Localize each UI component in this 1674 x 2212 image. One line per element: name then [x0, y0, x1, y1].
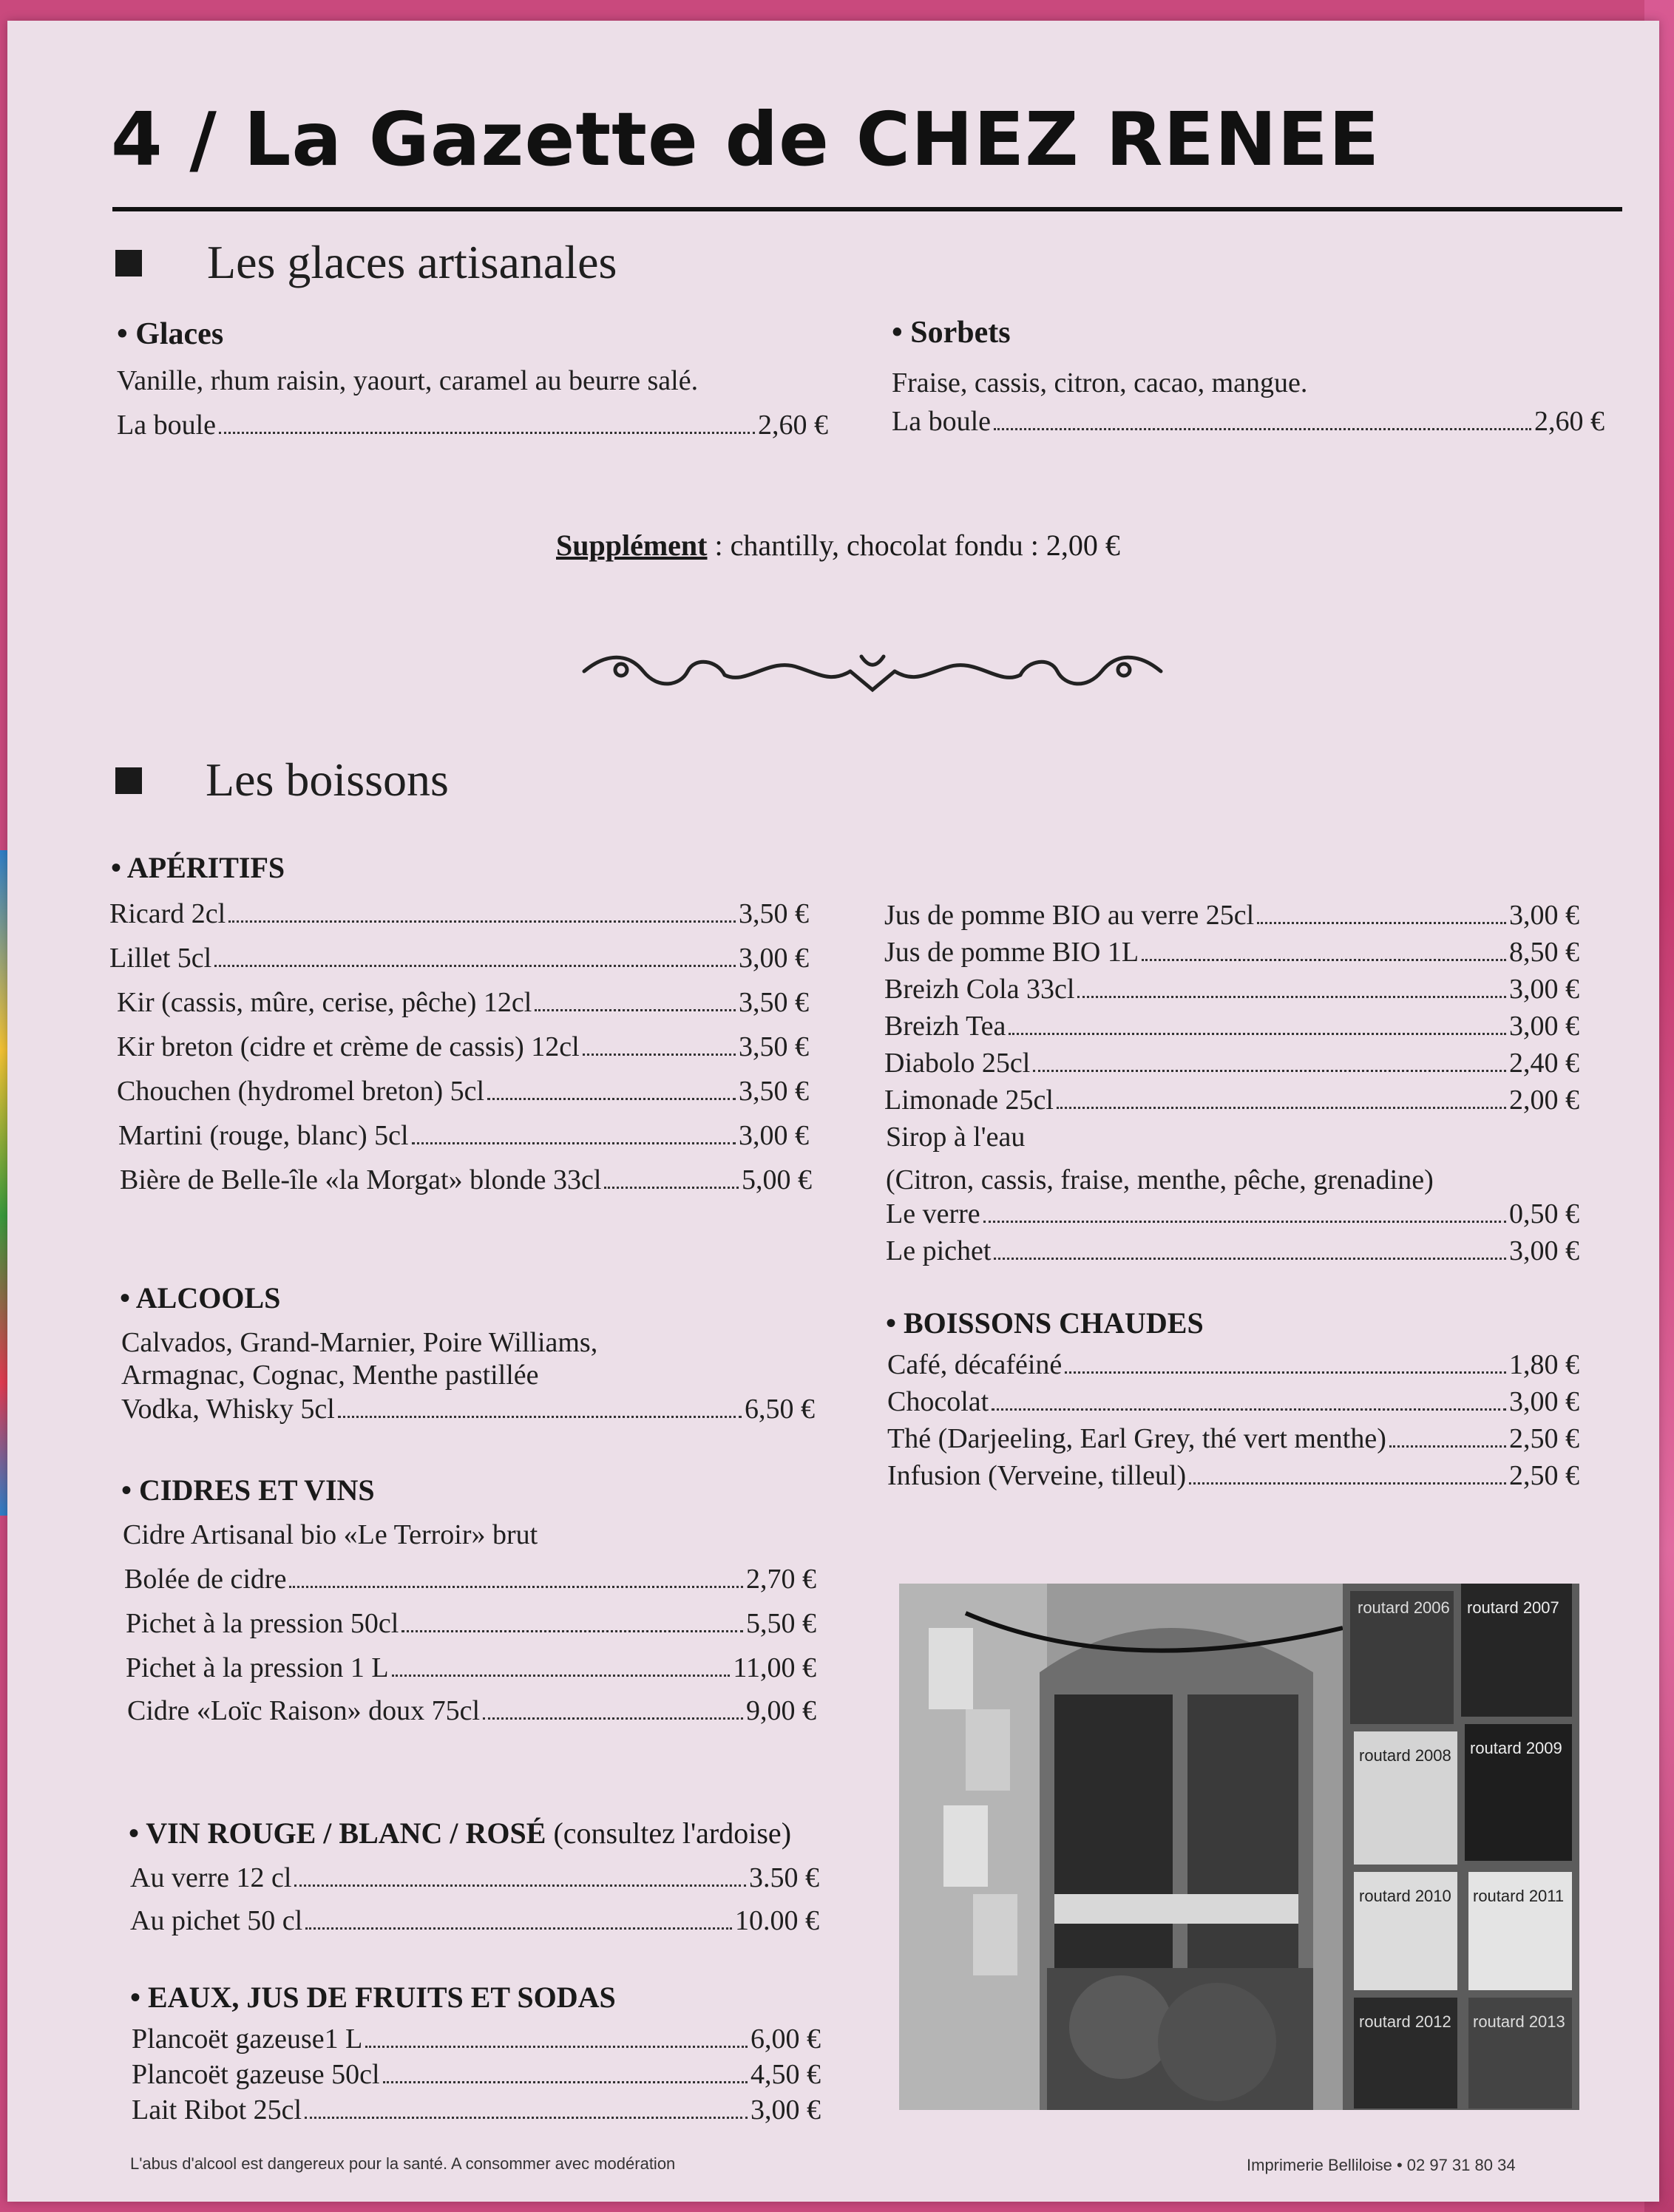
item-price: 3,00 € — [739, 1120, 809, 1151]
item-price: 2,00 € — [1509, 1085, 1579, 1116]
item-price: 3,00 € — [1509, 1235, 1579, 1266]
item-name: Limonade 25cl — [884, 1085, 1054, 1116]
supplement-line — [556, 528, 1120, 563]
list-item — [887, 1385, 1579, 1418]
poster-label: routard 2011 — [1473, 1887, 1565, 1905]
item-price: 3,50 € — [739, 1031, 809, 1062]
poster-label: routard 2007 — [1467, 1598, 1559, 1617]
leader-dots — [289, 1586, 743, 1588]
item-price: 2,70 € — [746, 1564, 816, 1595]
item-name: Pichet à la pression 50cl — [126, 1608, 399, 1639]
title-divider — [112, 207, 1622, 211]
poster-label: routard 2010 — [1359, 1887, 1451, 1905]
item-price: 2,50 € — [1509, 1460, 1579, 1491]
item-price: 3,50 € — [739, 898, 809, 929]
leader-dots — [305, 1927, 732, 1930]
storefront-photo — [899, 1584, 1579, 2110]
item-price: 3,00 € — [739, 943, 809, 974]
vins-heading-text: • VIN ROUGE / BLANC / ROSÉ — [129, 1816, 546, 1850]
item-name: Lillet 5cl — [109, 943, 212, 974]
list-item — [121, 1393, 815, 1425]
item-price: 2,60 € — [1534, 406, 1604, 437]
leader-dots — [583, 1054, 736, 1056]
item-name: Plancoët gazeuse1 L — [132, 2023, 363, 2055]
item-name: La boule — [117, 410, 217, 441]
list-item — [117, 986, 809, 1019]
item-name: Café, décaféiné — [887, 1349, 1063, 1380]
item-price: 2,60 € — [758, 410, 828, 441]
item-price: 3,00 € — [1509, 1386, 1579, 1417]
item-name: Chouchen (hydromel breton) 5cl — [117, 1076, 485, 1107]
leader-dots — [535, 1009, 736, 1011]
eaux-heading: • EAUX, JUS DE FRUITS ET SODAS — [130, 1981, 616, 2014]
menu-page — [7, 21, 1659, 2202]
sorbets-heading: • Sorbets — [892, 316, 1011, 350]
glaces-heading: • Glaces — [117, 317, 224, 351]
list-item — [130, 1862, 819, 1894]
item-name: Pichet à la pression 1 L — [126, 1652, 389, 1683]
leader-dots — [1077, 996, 1506, 998]
sorbets-price-row — [892, 405, 1604, 438]
footer-printer: Imprimerie Belliloise • 02 97 31 80 34 — [1247, 2156, 1516, 2174]
poster-label: routard 2012 — [1359, 2012, 1451, 2031]
leader-dots — [483, 1717, 743, 1720]
item-name: Plancoët gazeuse 50cl — [132, 2059, 380, 2090]
list-item — [887, 1348, 1579, 1381]
item-name: Bière de Belle-île «la Morgat» blonde 33cl — [120, 1164, 602, 1195]
glaces-price-row — [117, 409, 828, 441]
leader-dots — [214, 965, 736, 967]
list-item — [117, 1075, 809, 1107]
item-name: Le pichet — [886, 1235, 992, 1266]
item-price: 2,40 € — [1509, 1048, 1579, 1079]
section-bullet-icon — [115, 250, 142, 276]
list-item — [117, 1031, 809, 1063]
item-price: 9,00 € — [746, 1695, 816, 1726]
leader-dots — [1142, 959, 1506, 961]
leader-dots — [1033, 1070, 1506, 1072]
list-item — [109, 942, 809, 974]
poster-label: routard 2006 — [1358, 1598, 1450, 1617]
item-price: 4,50 € — [750, 2059, 821, 2090]
leader-dots — [994, 1258, 1506, 1260]
list-item — [884, 936, 1579, 968]
list-item — [887, 1459, 1579, 1492]
item-price: 1,80 € — [1509, 1349, 1579, 1380]
list-item — [124, 1563, 816, 1595]
sorbets-flavors: Fraise, cassis, citron, cacao, mangue. — [892, 367, 1308, 398]
leader-dots — [1257, 922, 1506, 924]
leader-dots — [1057, 1107, 1506, 1109]
vins-heading — [129, 1816, 791, 1850]
leader-dots — [487, 1098, 736, 1100]
item-price: 3,50 € — [739, 1076, 809, 1107]
item-name: Vodka, Whisky 5cl — [121, 1394, 335, 1425]
poster-label: routard 2013 — [1473, 2012, 1565, 2031]
item-price: 3,00 € — [1509, 1011, 1579, 1042]
item-name: Lait Ribot 25cl — [132, 2094, 302, 2126]
leader-dots — [983, 1221, 1506, 1223]
item-price: 3.50 € — [749, 1862, 819, 1893]
cidres-heading: • CIDRES ET VINS — [121, 1473, 375, 1507]
item-name: Breizh Cola 33cl — [884, 974, 1075, 1005]
ornament-divider-icon — [577, 642, 1168, 701]
alcools-line: Calvados, Grand-Marnier, Poire Williams, — [121, 1327, 598, 1358]
item-name: La boule — [892, 406, 992, 437]
storefront-illustration — [899, 1584, 1579, 2110]
item-name: Infusion (Verveine, tilleul) — [887, 1460, 1187, 1491]
footer-disclaimer: L'abus d'alcool est dangereux pour la santé. A consommer avec modération — [130, 2154, 676, 2173]
alcools-heading: • ALCOOLS — [120, 1281, 281, 1314]
item-name: Le verre — [886, 1198, 980, 1229]
list-item — [132, 2023, 821, 2055]
leader-dots — [401, 1630, 743, 1632]
leader-dots — [1389, 1445, 1506, 1448]
item-price: 10.00 € — [735, 1905, 819, 1936]
leader-dots — [294, 1884, 746, 1887]
item-price: 3,00 € — [1509, 974, 1579, 1005]
item-name: Jus de pomme BIO au verre 25cl — [884, 900, 1255, 931]
supplement-label: Supplément — [556, 529, 708, 562]
item-price: 8,50 € — [1509, 937, 1579, 968]
list-item — [884, 973, 1579, 1005]
item-price: 5,50 € — [746, 1608, 816, 1639]
list-item — [126, 1607, 816, 1640]
item-name: Bolée de cidre — [124, 1564, 287, 1595]
item-name: Kir breton (cidre et crème de cassis) 12cl — [117, 1031, 580, 1062]
leader-dots — [228, 920, 736, 923]
leader-dots — [604, 1187, 739, 1189]
item-name: Au verre 12 cl — [130, 1862, 292, 1893]
item-price: 0,50 € — [1509, 1198, 1579, 1229]
item-price: 3,50 € — [739, 987, 809, 1018]
item-name: Jus de pomme BIO 1L — [884, 937, 1139, 968]
leader-dots — [383, 2081, 748, 2083]
leader-dots — [219, 432, 755, 434]
page-title: 4 / La Gazette de CHEZ RENEE — [111, 96, 1380, 183]
list-item — [884, 1047, 1579, 1079]
aperitifs-heading: • APÉRITIFS — [111, 851, 285, 884]
list-item — [120, 1164, 812, 1196]
item-price: 3,00 € — [750, 2094, 821, 2126]
leader-dots — [994, 428, 1531, 430]
item-name: Thé (Darjeeling, Earl Grey, thé vert menthe) — [887, 1423, 1386, 1454]
leader-dots — [1189, 1482, 1506, 1485]
glaces-flavors: Vanille, rhum raisin, yaourt, caramel au beurre salé. — [117, 365, 699, 396]
item-price: 3,00 € — [1509, 900, 1579, 931]
supplement-text: : chantilly, chocolat fondu : 2,00 € — [707, 529, 1120, 562]
list-item — [127, 1694, 816, 1727]
list-item — [109, 898, 809, 930]
item-name: Martini (rouge, blanc) 5cl — [118, 1120, 409, 1151]
leader-dots — [1065, 1371, 1506, 1374]
list-item — [884, 899, 1579, 932]
item-price: 2,50 € — [1509, 1423, 1579, 1454]
leader-dots — [305, 2117, 748, 2119]
poster-label: routard 2009 — [1470, 1739, 1562, 1757]
section-title-boissons: Les boissons — [206, 753, 449, 806]
item-name: Breizh Tea — [884, 1011, 1006, 1042]
list-item — [118, 1119, 809, 1152]
item-name: Au pichet 50 cl — [130, 1905, 303, 1936]
item-price: 6,50 € — [745, 1394, 815, 1425]
section-bullet-icon — [115, 767, 142, 794]
leader-dots — [365, 2046, 748, 2048]
item-name: Diabolo 25cl — [884, 1048, 1031, 1079]
list-item — [886, 1198, 1579, 1230]
item-name: Chocolat — [887, 1386, 989, 1417]
item-price: 11,00 € — [733, 1652, 816, 1683]
item-name: Kir (cassis, mûre, cerise, pêche) 12cl — [117, 987, 532, 1018]
list-item — [886, 1235, 1579, 1267]
poster-label: routard 2008 — [1359, 1746, 1451, 1765]
sirop-title: Sirop à l'eau — [886, 1122, 1026, 1153]
list-item — [130, 1904, 819, 1937]
chaudes-heading: • BOISSONS CHAUDES — [886, 1306, 1204, 1340]
list-item — [884, 1010, 1579, 1042]
leader-dots — [412, 1142, 736, 1144]
item-price: 6,00 € — [750, 2023, 821, 2055]
item-price: 5,00 € — [742, 1164, 812, 1195]
list-item — [884, 1084, 1579, 1116]
vins-note: (consultez l'ardoise) — [546, 1816, 792, 1850]
list-item — [126, 1652, 816, 1684]
list-item — [132, 2058, 821, 2091]
list-item — [132, 2094, 821, 2126]
leader-dots — [992, 1408, 1506, 1411]
section-title-glaces: Les glaces artisanales — [207, 236, 617, 288]
alcools-line: Armagnac, Cognac, Menthe pastillée — [121, 1360, 539, 1391]
leader-dots — [338, 1416, 742, 1418]
leader-dots — [1009, 1033, 1506, 1035]
leader-dots — [392, 1675, 731, 1677]
item-name: Cidre «Loïc Raison» doux 75cl — [127, 1695, 481, 1726]
sirop-flavors: (Citron, cassis, fraise, menthe, pêche, grenadine) — [886, 1164, 1434, 1195]
cidres-intro: Cidre Artisanal bio «Le Terroir» brut — [123, 1519, 538, 1550]
list-item — [887, 1422, 1579, 1455]
item-name: Ricard 2cl — [109, 898, 226, 929]
